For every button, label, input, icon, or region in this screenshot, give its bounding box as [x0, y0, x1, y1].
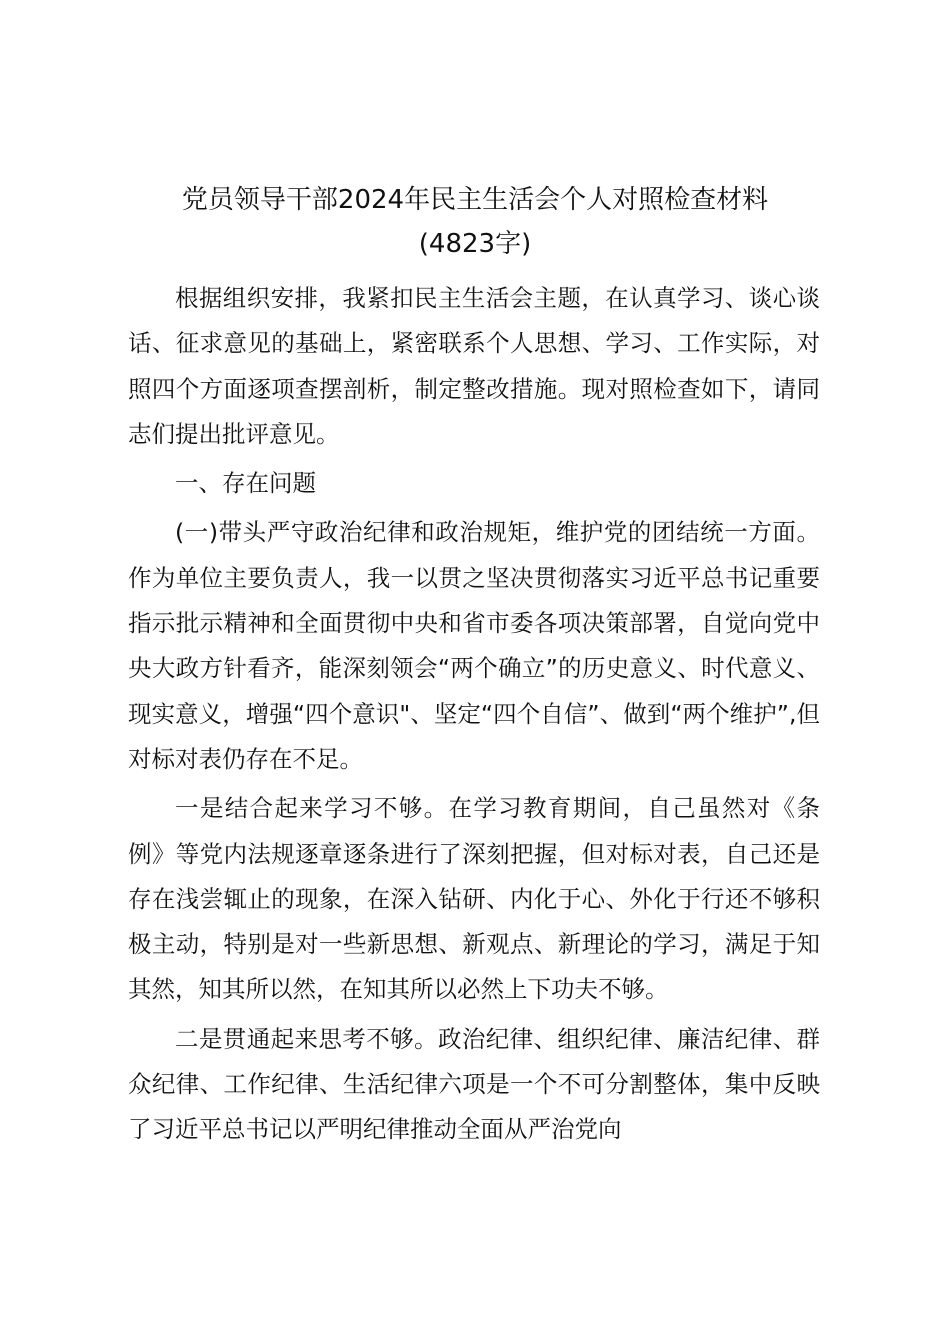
document-title: [128, 178, 822, 266]
subsection-paragraph: (一)带头严守政治纪律和政治规矩，维护党的团结统一方面。作为单位主要负责人，我一以贯之坚决贯彻落实习近平总书记重要指示批示精神和全面贯彻中央和省市委各项决策部署，自觉向党中央大政方针看齐，能深刻领会“两个确立”的历史意义、时代意义、现实意义，增强“四个意识"、坚定“四个自信”、做到“两个维护”,但对标对表仍存在不足。: [128, 518, 820, 773]
title-line-1: 党员领导干部2024年民主生活会个人对照检查材料: [181, 185, 769, 215]
section-heading: 一、存在问题: [175, 469, 316, 498]
intro-paragraph: 根据组织安排，我紧扣民主生活会主题，在认真学习、谈心谈话、征求意见的基础上，紧密联系个人思想、学习、工作实际，对照四个方面逐项查摆剖析，制定整改措施。现对照检查如下，请同志们提出批评意见。: [128, 284, 820, 448]
title-line-2: (4823字): [418, 229, 532, 259]
document-body: [128, 276, 820, 1157]
point-two-paragraph: 二是贯通起来思考不够。政治纪律、组织纪律、廉洁纪律、群众纪律、工作纪律、生活纪律六项是一个不可分割整体，集中反映了习近平总书记以严明纪律推动全面从严治党向: [128, 1024, 820, 1144]
point-one-paragraph: 一是结合起来学习不够。在学习教育期间，自己虽然对《条例》等党内法规逐章逐条进行了深刻把握，但对标对表，自己还是存在浅尝辄止的现象，在深入钻研、内化于心、外化于行还不够积极主动，特别是对一些新思想、新观点、新理论的学习，满足于知其然，知其所以然，在知其所以必然上下功夫不够。: [128, 794, 820, 1004]
